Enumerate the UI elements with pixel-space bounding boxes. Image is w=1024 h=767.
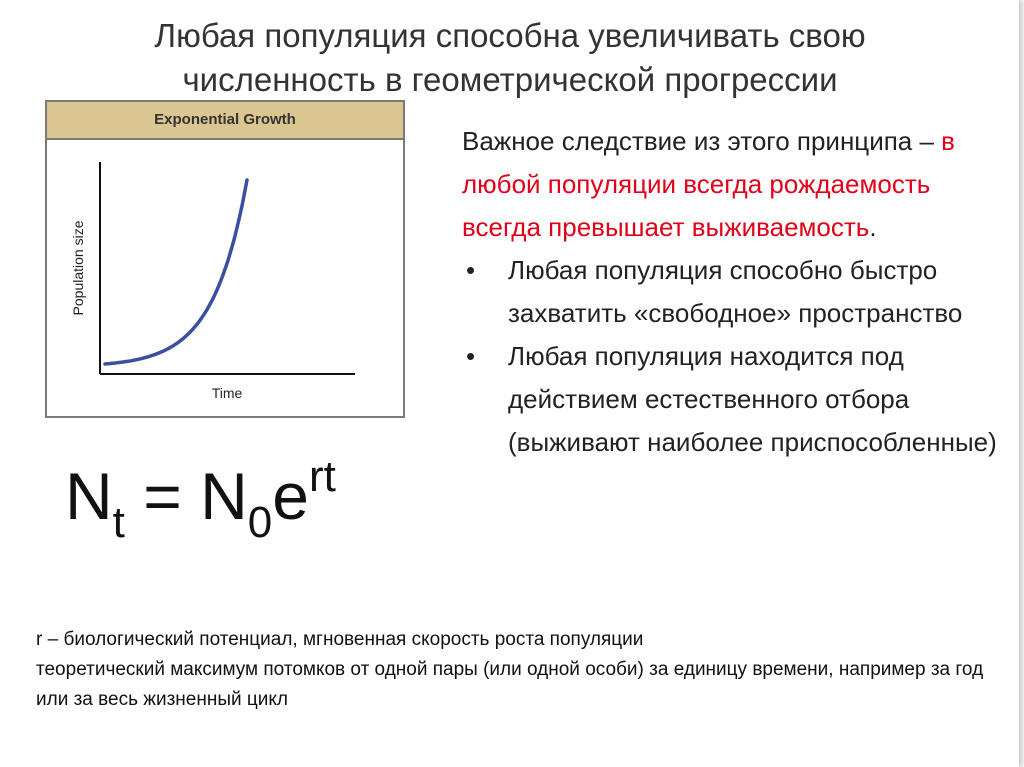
growth-curve bbox=[105, 180, 247, 364]
formula-lhs: N bbox=[65, 459, 113, 533]
y-axis-label: Population size bbox=[70, 220, 86, 316]
body-text bbox=[462, 120, 1002, 464]
exponential-growth-chart bbox=[45, 100, 405, 418]
bullet-dot: • bbox=[466, 255, 476, 285]
bullet-item bbox=[462, 249, 1002, 335]
title-line-2: численность в геометрической прогрессии bbox=[182, 61, 838, 98]
formula-rhs: N bbox=[200, 459, 248, 533]
title-line-1: Любая популяция способна увеличивать свою bbox=[154, 17, 866, 54]
bullet-text: Любая популяция находится под действием естественного отбора (выживают наиболее приспособленные) bbox=[508, 341, 997, 457]
chart-title: Exponential Growth bbox=[47, 102, 403, 140]
x-axis-label: Time bbox=[211, 385, 243, 401]
slide-title bbox=[60, 14, 960, 102]
bullet-text: Любая популяция способно быстро захватить «свободное» пространство bbox=[508, 255, 963, 328]
bullet-item bbox=[462, 335, 1002, 464]
formula-equals: = bbox=[124, 459, 201, 533]
intro-highlight: в любой популяции всегда рождаемость всегда превышает выживаемость bbox=[462, 126, 955, 242]
exponential-formula bbox=[65, 452, 336, 548]
formula-base: e bbox=[272, 459, 309, 533]
footnote bbox=[36, 625, 996, 715]
bullet-dot: • bbox=[466, 341, 476, 371]
intro-period: . bbox=[869, 212, 877, 242]
intro-text: Важное следствие из этого принципа – bbox=[462, 126, 942, 156]
footnote-line-2: теоретический максимум потомков от одной пары (или одной особи) за единицу времени, например за год или за весь жизненный цикл bbox=[36, 659, 984, 710]
chart-canvas bbox=[47, 102, 403, 416]
formula-rhs-subscript: 0 bbox=[247, 498, 273, 547]
formula-lhs-subscript: t bbox=[112, 498, 125, 547]
intro-paragraph bbox=[462, 120, 1002, 249]
formula-exponent: rt bbox=[309, 452, 336, 501]
footnote-line-1: r – биологический потенциал, мгновенная скорость роста популяции bbox=[36, 629, 644, 650]
